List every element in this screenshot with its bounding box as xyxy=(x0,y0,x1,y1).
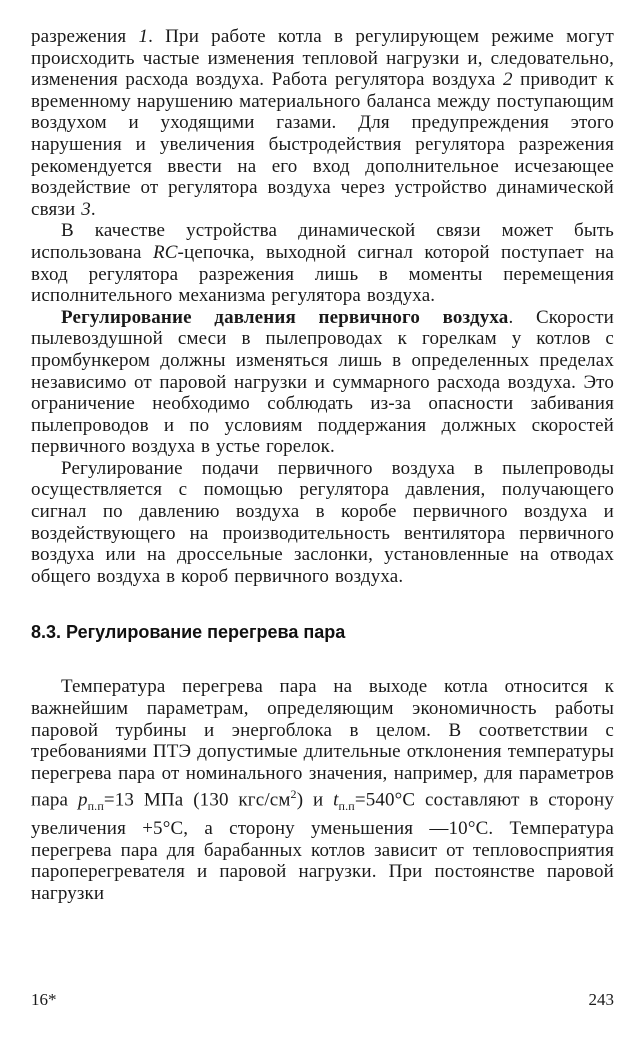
page-footer xyxy=(31,990,614,1010)
section-heading: 8.3. Регулирование перегрева пара xyxy=(31,622,346,643)
paragraph-text: В качестве устройства динамической связи может быть использована xyxy=(31,220,614,263)
printer-signature: 16* xyxy=(31,990,57,1009)
paragraph-text: ) и xyxy=(296,789,334,811)
paragraph-text: t xyxy=(333,789,339,811)
paragraph-text: разрежения xyxy=(31,26,139,47)
paragraph-text: п.п xyxy=(338,799,355,814)
paragraph-text: . При работе котла в регулирующем режиме могут происходить частые изменения тепловой нагрузки и, следовательно, изменения расхода воздуха. Работа регулятора воздуха xyxy=(31,26,614,91)
paragraph-text: . Скорости пылевоздушной смеси в пылепроводах к горелкам у котлов с промбункером должны изменяться лишь в определенных пределах независимо от паровой нагрузки и суммарного расхода воздуха. Это ограничение необходимо соблюдать из-за опасности забивания пылепроводов и по условиям поддержания должных скоростей первичного воздуха в устье горелок. xyxy=(31,306,614,458)
text-block-lower xyxy=(31,676,614,904)
paragraph-text: p xyxy=(77,789,88,811)
text-block-upper xyxy=(31,26,614,587)
paragraph-text: 2 xyxy=(290,787,297,802)
paragraph-text: 3 xyxy=(81,198,91,220)
paragraph-text: Регулирование подачи первичного воздуха в пылепроводы осуществляется с помощью регулятора давления, получающего сигнал по давлению воздуха в коробе первичного воздуха и воздействующего на производительность вентилятора первичного воздуха или на дроссельные заслонки, установленные на отводах общего воздуха в короб первичного воздуха. xyxy=(31,457,614,587)
paragraph-text: =13 МПа (130 кгс/см xyxy=(103,789,291,811)
paragraph xyxy=(31,307,614,458)
paragraph-text: п.п xyxy=(87,799,104,814)
paragraph-text: 2 xyxy=(502,69,513,91)
paragraph-text: . xyxy=(90,198,96,220)
paragraph-text: =540°С составляют в сторону увеличения +5°С, а сторону уменьшения —10°С. Температура перегрева пара для барабанных котлов зависит от тепловосприятия пароперегревателя и паровой нагрузки. При постоянстве паровой нагрузки xyxy=(31,789,614,904)
paragraph xyxy=(31,220,614,306)
paragraph-text: Температура перегрева пара на выходе котла относится к важнейшим параметрам, определяющим экономичность работы паровой турбины и энергоблока в целом. В соответствии с требованиями ПТЭ допустимые длительные отклонения температуры перегрева пара от номинального значения, например, для параметров пара xyxy=(31,676,614,811)
paragraph-text: RC xyxy=(152,241,178,263)
paragraph-text: Регулирование давления первичного воздуха xyxy=(61,306,509,328)
paragraph xyxy=(31,676,614,904)
paragraph-text: 1 xyxy=(138,26,149,47)
page-number: 243 xyxy=(588,990,614,1009)
paragraph xyxy=(31,458,614,588)
paragraph-text: приводит к временному нарушению материального баланса между поступающим воздухом и уходящими газами. Для предупреждения этого нарушения и увеличения быстродействия регулятора разрежения рекомендуется ввести на его вход дополнительное исчезающее воздействие от регулятора воздуха через устройство динамической связи xyxy=(31,69,614,220)
paragraph xyxy=(31,26,614,220)
paragraph-text: -цепочка, выходной сигнал которой поступает на вход регулятора разрежения лишь в моменты перемещения исполнительного механизма регулятора воздуха. xyxy=(31,241,614,307)
